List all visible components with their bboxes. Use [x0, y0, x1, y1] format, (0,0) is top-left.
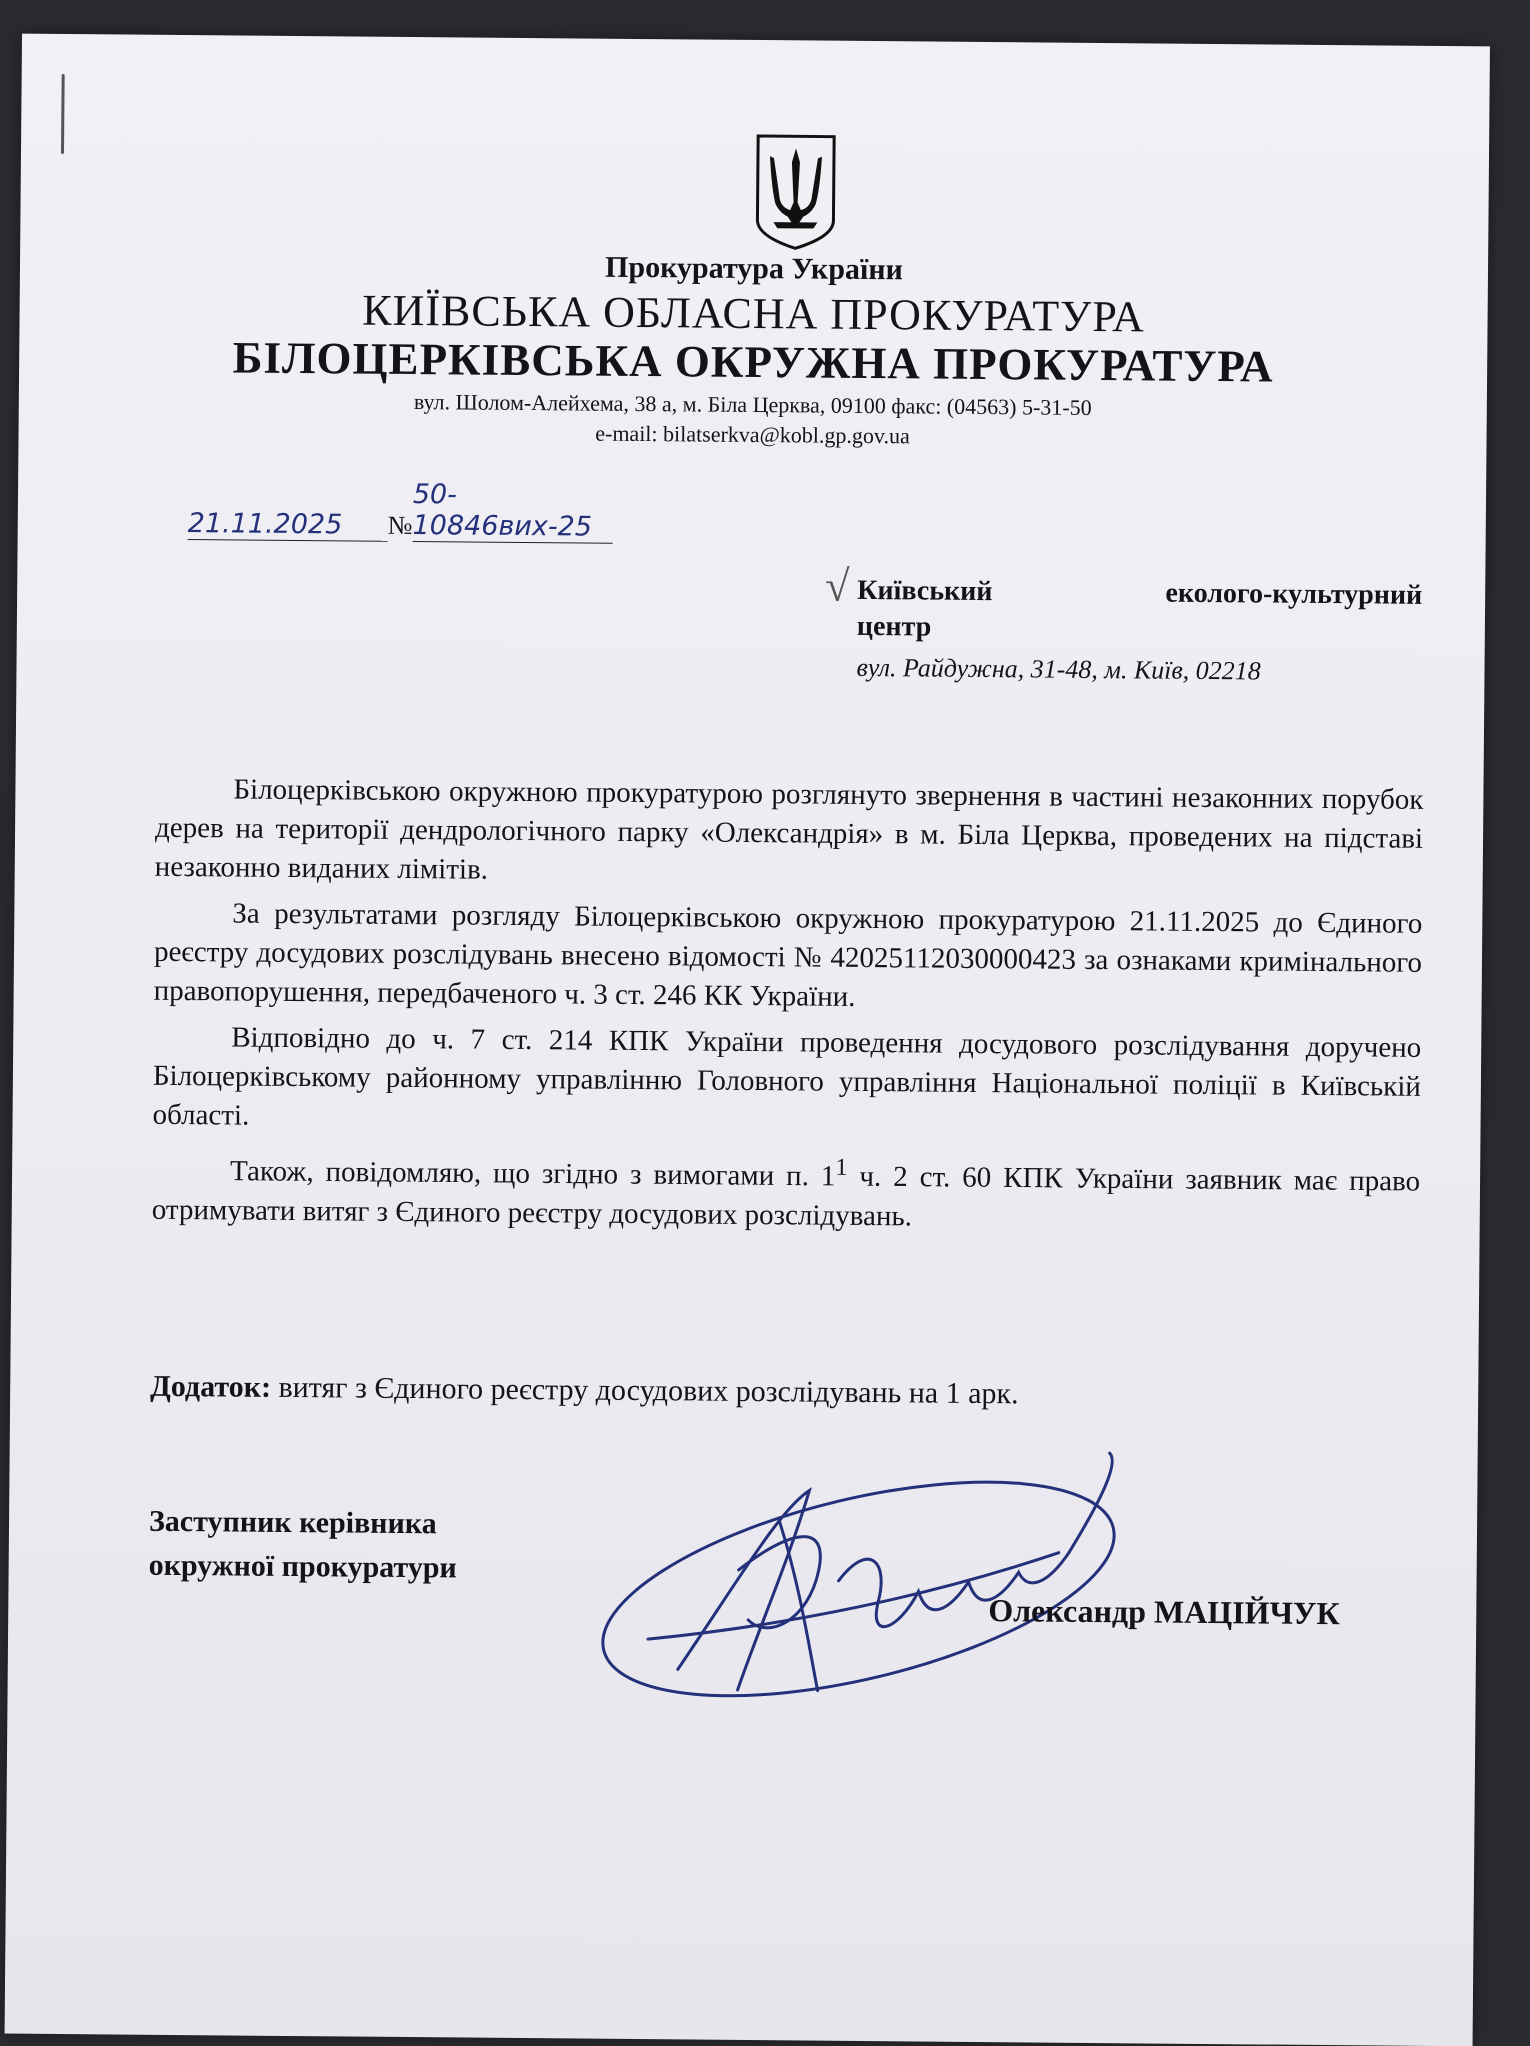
regional-office-name: КИЇВСЬКА ОБЛАСНА ПРОКУРАТУРА	[362, 285, 1146, 342]
trident-emblem-icon	[753, 132, 838, 253]
paragraph-4: Також, повідомляю, що згідно з вимогами п. $1^1$ ч. 2 ст. 60 КПК України заявник має право отримувати витяг з Єдиного реєстру досудових розслідувань.	[151, 1153, 1421, 1233]
checkmark-icon: √	[825, 561, 850, 611]
paragraph-3: Відповідно до ч. 7 ст. 214 КПК України проведення досудового розслідування доручено Білоцерківському районному управлінню Головного управління Національної поліції в Київській області.	[152, 1021, 1422, 1132]
district-office-name: БІЛОЦЕРКІВСЬКА ОКРУЖНА ПРОКУРАТУРА	[232, 332, 1274, 392]
recipient-name: Київський еколого-культурний	[857, 574, 1423, 611]
number-sign: №	[387, 510, 413, 541]
annex-text: витяг з Єдиного реєстру досудових розслідувань на 1 арк.	[270, 1370, 1019, 1411]
paragraph-2: За результатами розгляду Білоцерківською окружною прокуратурою 21.11.2025 до Єдиного реєстру досудових розслідувань внесено відомості № 42025112030000423 за ознаками кримінального правопорушення, передбаченого ч. 3 ст. 246 КК України.	[153, 897, 1423, 1013]
office-address: вул. Шолом-Алейхема, 38 а, м. Біла Церква, 09100 факс: (04563) 5-31-50	[413, 389, 1092, 420]
letter-page	[5, 34, 1490, 2046]
agency-name: Прокуратура України	[604, 250, 904, 287]
registration-number: 50-10846вих-25	[412, 479, 613, 544]
handwritten-signature	[587, 1419, 1150, 1744]
recipient-name-line2: центр	[856, 610, 932, 643]
annex-label: Додаток:	[150, 1369, 272, 1404]
recipient-address: вул. Райдужна, 31-48, м. Київ, 02218	[856, 652, 1261, 686]
office-email: e-mail: bilatserkva@kobl.gp.gov.ua	[595, 420, 910, 449]
annex-line	[150, 1370, 1019, 1412]
paragraph-1: Білоцерківською окружною прокуратурою розглянуто звернення в частині незаконних порубок дерев на території дендрологічного парку «Олександрія» в м. Біла Церква, проведених на підставі незаконно виданих лімітів.	[154, 773, 1424, 886]
signer-name: Олександр МАЦІЙЧУК	[988, 1592, 1340, 1632]
registration-date: 21.11.2025	[188, 508, 388, 542]
registration-line	[188, 477, 613, 544]
signer-position: Заступник керівника окружної прокуратури	[148, 1504, 457, 1585]
letter-body	[152, 770, 1424, 1248]
staple-mark	[61, 74, 65, 154]
